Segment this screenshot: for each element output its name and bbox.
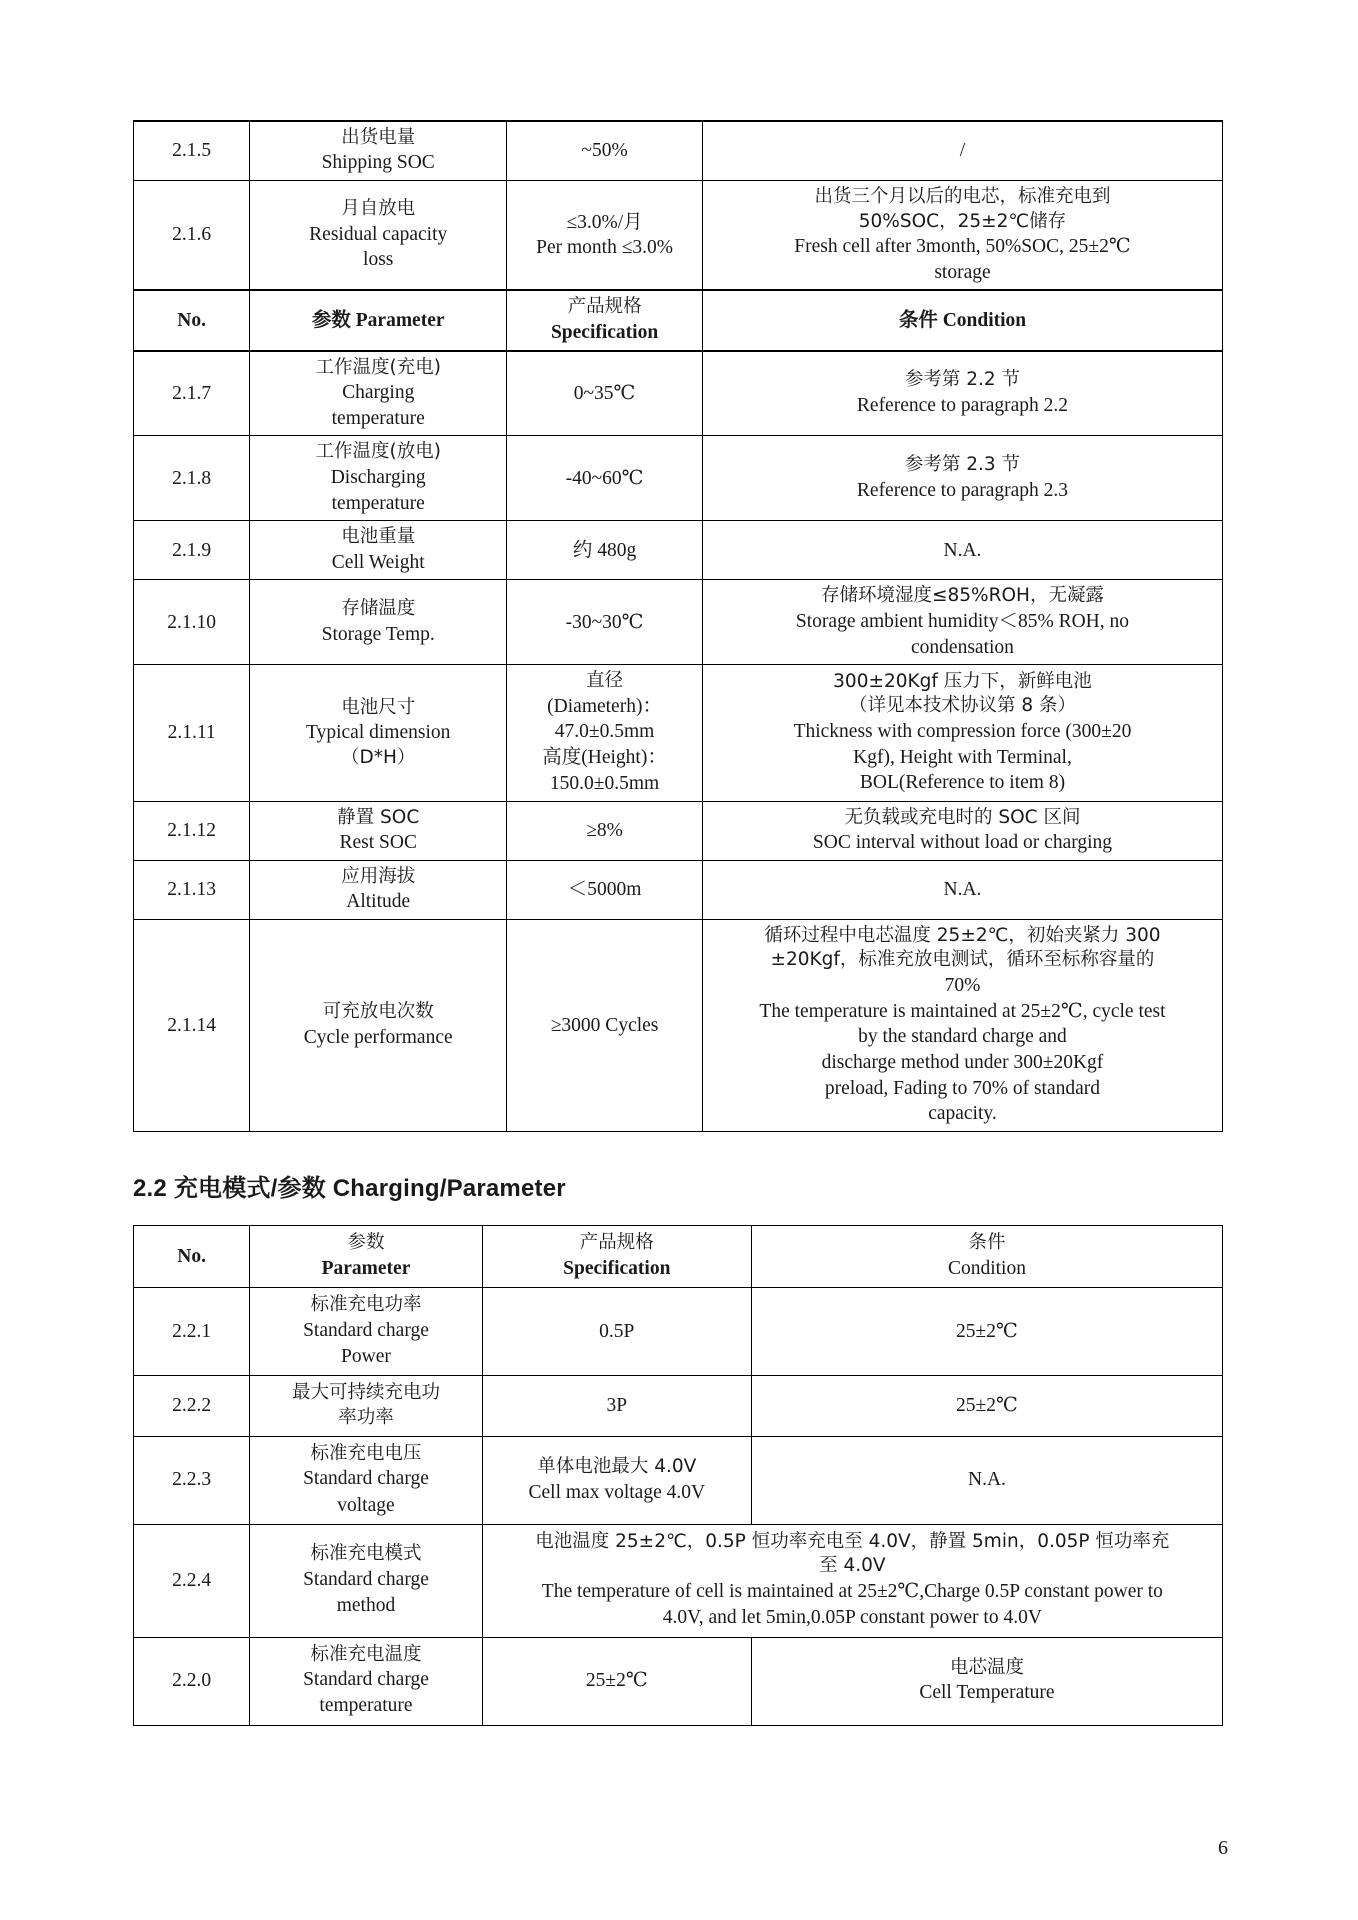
param-en: Standard charge: [303, 1568, 429, 1590]
param-cn: 标准充电模式: [310, 1543, 422, 1565]
header-specification: [507, 290, 703, 350]
table-row: [134, 181, 1223, 291]
spec-line: ＜5000m: [567, 879, 642, 901]
row-parameter: [250, 521, 507, 580]
param-en-2: loss: [363, 249, 394, 271]
cond-line: 电芯温度: [949, 1656, 1024, 1678]
spec-line: ≥8%: [586, 819, 623, 841]
row-number: 2.2.2: [134, 1376, 250, 1437]
row-condition: [702, 580, 1222, 665]
header-parameter: [250, 1226, 482, 1288]
row-specification: [507, 181, 703, 291]
spec-line-5: 150.0±0.5mm: [549, 772, 660, 794]
cond-line-4: The temperature is maintained at 25±2℃, cycle test: [759, 1000, 1166, 1022]
cond-line: 无负载或充电时的 SOC 区间: [844, 806, 1081, 828]
param-en-2: temperature: [331, 492, 425, 514]
param-en-2: method: [336, 1595, 396, 1616]
row-condition: [702, 351, 1222, 436]
cond-line-3: Fresh cell after 3month, 50%SOC, 25±2℃: [794, 235, 1131, 257]
row-number: 2.2.4: [134, 1524, 250, 1637]
param-cn: 标准充电功率: [310, 1294, 422, 1316]
row-number: 2.1.11: [134, 665, 250, 801]
page-number: 6: [1218, 1837, 1228, 1859]
row-number: 2.1.6: [134, 181, 250, 291]
cond-line-5: by the standard charge and: [858, 1026, 1067, 1048]
header-param-cn: 参数: [347, 1232, 385, 1254]
row-parameter: [250, 1524, 482, 1637]
spec-line-4: 高度(Height)：: [542, 747, 667, 769]
table-row: [134, 1436, 1223, 1524]
table-row: [134, 1288, 1223, 1376]
cond-line: 300±20Kgf 压力下，新鲜电池: [833, 670, 1092, 692]
cond-line-2: Storage ambient humidity＜85% ROH, no: [795, 610, 1130, 632]
cond-line-6: discharge method under 300±20Kgf: [821, 1051, 1104, 1073]
row-number: 2.1.13: [134, 860, 250, 919]
cond-line-2: 50%SOC，25±2℃储存: [858, 210, 1067, 232]
row-specification: [482, 1637, 751, 1725]
row-parameter: [250, 919, 507, 1131]
table-row: [134, 351, 1223, 436]
param-en: Standard charge: [303, 1319, 429, 1341]
row-number: 2.1.14: [134, 919, 250, 1131]
cond-line: 存储环境湿度≤85%ROH，无凝露: [821, 585, 1104, 607]
param-cn: 最大可持续充电功: [291, 1382, 440, 1404]
param-cn: 工作温度(放电): [315, 441, 441, 463]
spec-line: 0~35℃: [573, 382, 636, 404]
row-parameter: [250, 1436, 482, 1524]
merged-line-3: The temperature of cell is maintained at 25±2℃,Charge 0.5P constant power to: [541, 1581, 1163, 1603]
row-specification: [507, 801, 703, 860]
row-condition: [702, 121, 1222, 181]
spec-line: ≤3.0%/月: [566, 211, 643, 233]
charging-parameter-table: [133, 1225, 1223, 1725]
cond-line-2: （详见本技术协议第 8 条）: [848, 695, 1076, 717]
row-specification: [482, 1288, 751, 1376]
spec-line: 直径: [586, 670, 624, 692]
row-condition: [702, 665, 1222, 801]
param-en: Altitude: [346, 891, 411, 913]
param-en-2: temperature: [319, 1695, 413, 1717]
spec-line: 25±2℃: [585, 1669, 648, 1691]
param-cn: 存储温度: [341, 598, 416, 620]
spec-line: 0.5P: [599, 1320, 635, 1342]
spec-line: 约 480g: [572, 539, 637, 561]
cond-line: 出货三个月以后的电芯，标准充电到: [814, 186, 1111, 208]
merged-line-4: 4.0V, and let 5min,0.05P constant power to 4.0V: [662, 1607, 1042, 1629]
table-row: [134, 1637, 1223, 1725]
cond-line: /: [959, 140, 966, 162]
cond-line-5: BOL(Reference to item 8): [859, 772, 1066, 794]
cond-line-2: Cell Temperature: [919, 1682, 1055, 1704]
cond-line: 25±2℃: [956, 1320, 1018, 1342]
row-parameter: [250, 181, 507, 291]
cond-line: N.A.: [967, 1469, 1006, 1491]
section-title: 充电模式/参数 Charging/Parameter: [173, 1175, 566, 1203]
row-specification: [507, 121, 703, 181]
row-condition: [702, 919, 1222, 1131]
cond-line-2: SOC interval without load or charging: [812, 832, 1113, 854]
section-number: 2.2: [133, 1175, 167, 1203]
row-specification: [507, 580, 703, 665]
param-cn: 标准充电温度: [310, 1643, 422, 1665]
param-cn-2: 率功率: [338, 1406, 394, 1428]
header-no: No.: [134, 290, 250, 350]
cond-line-3: Thickness with compression force (300±20: [793, 720, 1132, 742]
spec-line: ~50%: [581, 140, 628, 162]
merged-line-2: 至 4.0V: [819, 1555, 886, 1577]
cond-line-8: capacity.: [928, 1103, 997, 1125]
row-specification: [507, 665, 703, 801]
row-number: 2.1.12: [134, 801, 250, 860]
table-row: [134, 1376, 1223, 1437]
row-specification: [507, 521, 703, 580]
cond-line-4: storage: [934, 261, 991, 283]
cond-line: 循环过程中电芯温度 25±2℃，初始夹紧力 300: [764, 924, 1161, 946]
row-condition: [702, 860, 1222, 919]
row-number: 2.1.5: [134, 121, 250, 181]
table-header-row: [134, 1226, 1223, 1288]
row-condition: [702, 801, 1222, 860]
table-row: [134, 580, 1223, 665]
header-condition: [751, 1226, 1222, 1288]
spec-line: 3P: [606, 1394, 628, 1416]
row-condition: [702, 181, 1222, 291]
row-specification: [507, 351, 703, 436]
param-en-2: Power: [341, 1345, 391, 1367]
table-row: [134, 121, 1223, 181]
param-en: Cycle performance: [303, 1026, 453, 1048]
row-condition: [751, 1376, 1222, 1437]
row-specification: [482, 1436, 751, 1524]
row-specification: [482, 1376, 751, 1437]
header-spec-en: Specification: [563, 1257, 671, 1279]
header-cond-cn: 条件: [968, 1232, 1006, 1254]
row-number: 2.1.8: [134, 436, 250, 521]
table-row: [134, 1524, 1223, 1637]
cond-line: 25±2℃: [956, 1394, 1018, 1416]
table-row: [134, 436, 1223, 521]
row-condition: [751, 1288, 1222, 1376]
param-cn: 标准充电电压: [310, 1442, 422, 1464]
param-en: Charging: [342, 381, 415, 403]
cond-line: 参考第 2.3 节: [904, 454, 1021, 476]
row-number: 2.1.9: [134, 521, 250, 580]
param-en: Storage Temp.: [321, 623, 435, 645]
param-cn: 电池重量: [341, 526, 416, 548]
param-en: Standard charge: [303, 1468, 429, 1490]
header-cond-en: Condition: [947, 1257, 1026, 1279]
row-number: 2.2.1: [134, 1288, 250, 1376]
row-condition: [751, 1436, 1222, 1524]
row-condition: [702, 436, 1222, 521]
cond-line-2: Reference to paragraph 2.2: [856, 394, 1069, 416]
table-row: [134, 521, 1223, 580]
row-parameter: [250, 580, 507, 665]
param-cn: 静置 SOC: [337, 806, 420, 828]
row-condition: [702, 521, 1222, 580]
row-parameter: [250, 1376, 482, 1437]
table-row: [134, 860, 1223, 919]
param-en-2: voltage: [337, 1494, 395, 1516]
cond-line-3: condensation: [911, 636, 1014, 658]
cond-line: N.A.: [943, 879, 982, 901]
specification-table: [133, 120, 1223, 1132]
spec-line-2: (Diameterh)：: [547, 695, 662, 717]
header-specification: [482, 1226, 751, 1288]
spec-line-3: 47.0±0.5mm: [554, 721, 655, 743]
cond-line-4: Kgf), Height with Terminal,: [853, 746, 1072, 768]
row-condition: [751, 1637, 1222, 1725]
param-cn: 工作温度(充电): [315, 356, 441, 378]
param-cn: 出货电量: [341, 127, 416, 148]
row-number: 2.2.0: [134, 1637, 250, 1725]
param-cn: 应用海拔: [341, 865, 416, 887]
merged-line: 电池温度 25±2℃，0.5P 恒功率充电至 4.0V，静置 5min，0.05P 恒功率充: [535, 1530, 1170, 1552]
table-row: [134, 919, 1223, 1131]
param-en: Typical dimension: [306, 722, 451, 744]
param-en-2: temperature: [331, 407, 425, 429]
param-en: Shipping SOC: [321, 152, 435, 174]
param-en: Rest SOC: [339, 832, 417, 854]
header-condition: 条件 Condition: [702, 290, 1222, 350]
header-spec-cn: 产品规格: [567, 296, 642, 318]
table-row: [134, 665, 1223, 801]
cond-line: N.A.: [943, 539, 982, 561]
spec-line-2: Per month ≤3.0%: [536, 237, 674, 259]
cond-line-7: preload, Fading to 70% of standard: [824, 1077, 1101, 1099]
spec-line: ≥3000 Cycles: [550, 1014, 659, 1036]
row-merged-description: [482, 1524, 1222, 1637]
row-specification: [507, 436, 703, 521]
cond-line-2: Reference to paragraph 2.3: [856, 479, 1069, 501]
spec-line: -30~30℃: [565, 611, 644, 633]
row-parameter: [250, 665, 507, 801]
param-en: Standard charge: [303, 1669, 429, 1691]
header-parameter: 参数 Parameter: [250, 290, 507, 350]
param-en: Discharging: [330, 466, 426, 488]
spec-line: -40~60℃: [565, 467, 644, 489]
param-en: Residual capacity: [309, 223, 448, 245]
row-specification: [507, 919, 703, 1131]
param-cn: 可充放电次数: [322, 1001, 434, 1023]
section-heading-2-2: [133, 1168, 1228, 1203]
spec-line-2: Cell max voltage 4.0V: [528, 1481, 706, 1503]
header-spec-cn: 产品规格: [579, 1232, 654, 1254]
cond-line: 参考第 2.2 节: [904, 369, 1021, 391]
spec-line: 单体电池最大 4.0V: [537, 1455, 697, 1477]
row-parameter: [250, 860, 507, 919]
header-no: No.: [134, 1226, 250, 1288]
row-parameter: [250, 351, 507, 436]
row-number: 2.2.3: [134, 1436, 250, 1524]
cond-line-2: ±20Kgf，标准充放电测试，循环至标称容量的: [770, 949, 1155, 971]
row-parameter: [250, 1637, 482, 1725]
table-header-row: [134, 290, 1223, 350]
param-cn: 电池尺寸: [341, 696, 416, 718]
header-spec-en: Specification: [550, 321, 659, 343]
param-cn-2: （D*H）: [341, 746, 416, 768]
param-en: Cell Weight: [331, 551, 425, 573]
cond-line-3: 70%: [944, 974, 981, 996]
row-parameter: [250, 121, 507, 181]
row-number: 2.1.10: [134, 580, 250, 665]
row-number: 2.1.7: [134, 351, 250, 436]
row-parameter: [250, 436, 507, 521]
row-parameter: [250, 801, 507, 860]
row-specification: [507, 860, 703, 919]
row-parameter: [250, 1288, 482, 1376]
param-cn: 月自放电: [341, 198, 416, 220]
table-row: [134, 801, 1223, 860]
header-param-en: Parameter: [321, 1257, 411, 1279]
